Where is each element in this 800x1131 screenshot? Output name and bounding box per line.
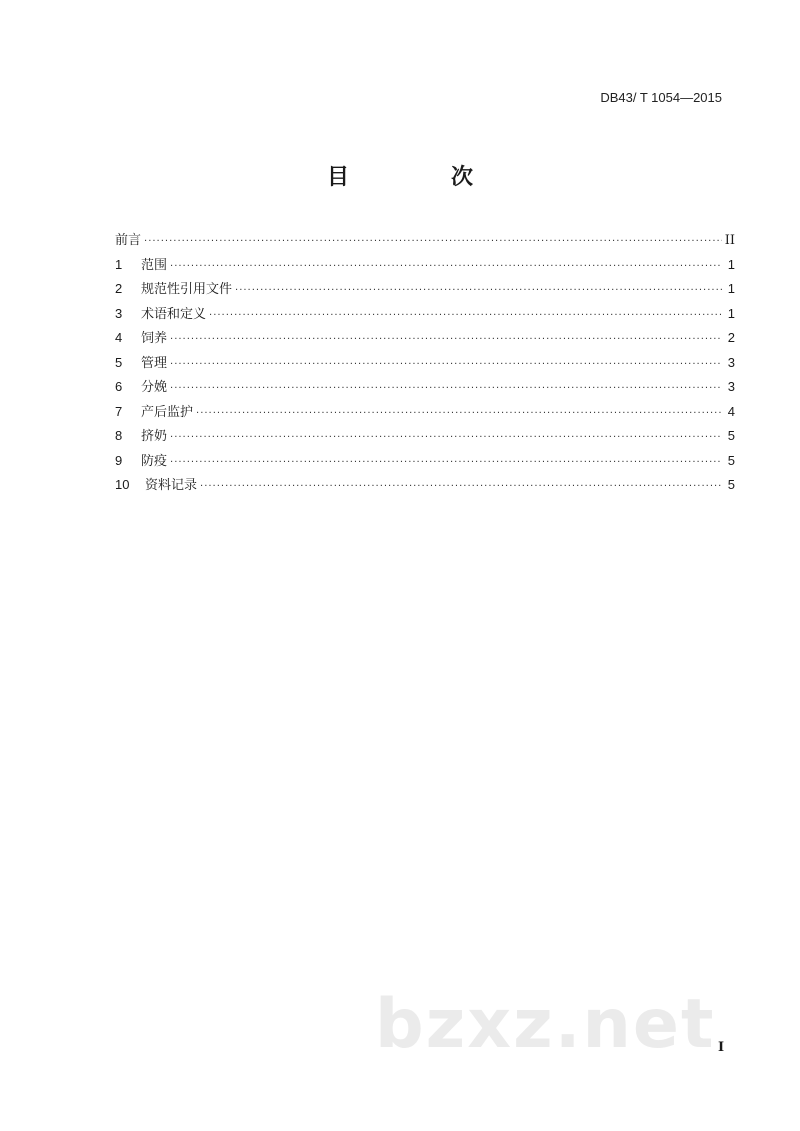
toc-entry-number: 9 [115, 452, 123, 468]
watermark: bzxz.net [375, 985, 716, 1064]
toc-entry[interactable] [115, 474, 735, 499]
toc-entry-page: 1 [727, 256, 735, 272]
toc-entry-text: 防疫 [141, 453, 168, 469]
toc-entry-number: 6 [115, 379, 123, 394]
toc-entry-text: 饲养 [141, 331, 168, 346]
toc-entry-page: 3 [727, 354, 735, 370]
toc-leader-dots [200, 481, 722, 492]
toc-leader-dots [170, 334, 722, 345]
toc-entry-number: 2 [115, 281, 123, 296]
toc-entry-page: II [724, 233, 735, 248]
toc-entry-number: 7 [115, 403, 123, 419]
page-number: I [718, 1040, 725, 1055]
toc-entry[interactable] [115, 352, 735, 377]
toc-entry-page: 5 [727, 452, 735, 468]
toc-entry-page: 1 [727, 305, 735, 321]
toc-entry[interactable] [115, 401, 735, 426]
toc-entry-number: 3 [115, 305, 123, 321]
toc-entry-page: 5 [727, 428, 735, 443]
toc-entry[interactable] [115, 278, 735, 303]
page-title: 目 次 [326, 165, 513, 190]
toc-entry[interactable] [115, 327, 735, 352]
toc-entry-text: 管理 [141, 355, 168, 371]
toc-entry-page: 1 [727, 281, 735, 296]
toc-leader-dots [144, 236, 722, 247]
toc-leader-dots [170, 383, 722, 394]
toc-entry[interactable] [115, 254, 735, 279]
toc-leader-dots [209, 310, 722, 321]
toc-entry-page: 4 [727, 403, 735, 419]
toc-leader-dots [170, 457, 722, 468]
toc-entry[interactable] [115, 303, 735, 328]
toc-entry-text: 术语和定义 [141, 306, 207, 322]
toc-entry-text: 挤奶 [141, 429, 168, 444]
toc-entry-text: 分娩 [141, 380, 168, 395]
toc-entry-number: 5 [115, 354, 123, 370]
table-of-contents [115, 229, 735, 499]
toc-entry[interactable] [115, 376, 735, 401]
toc-entry-text: 产后监护 [141, 404, 194, 420]
toc-entry-number: 8 [115, 428, 123, 443]
toc-leader-dots [170, 432, 722, 443]
toc-entry-text: 资料记录 [145, 478, 198, 493]
toc-entry-page: 2 [727, 330, 735, 345]
toc-entry[interactable] [115, 425, 735, 450]
toc-entry-text: 前言 [115, 233, 142, 248]
toc-entry-page: 5 [727, 477, 735, 492]
document-code: DB43/ T 1054—2015 [600, 90, 722, 105]
toc-entry-number: 1 [115, 256, 123, 272]
toc-entry[interactable] [115, 450, 735, 475]
toc-entry-page: 3 [727, 379, 735, 394]
toc-leader-dots [170, 359, 722, 370]
toc-entry-text: 规范性引用文件 [141, 282, 233, 297]
toc-entry-text: 范围 [141, 257, 168, 273]
toc-entry-number: 10 [115, 477, 130, 492]
toc-leader-dots [196, 408, 722, 419]
toc-leader-dots [235, 285, 722, 296]
toc-entry-foreword[interactable] [115, 229, 735, 254]
toc-entry-number: 4 [115, 330, 123, 345]
toc-leader-dots [170, 261, 722, 272]
